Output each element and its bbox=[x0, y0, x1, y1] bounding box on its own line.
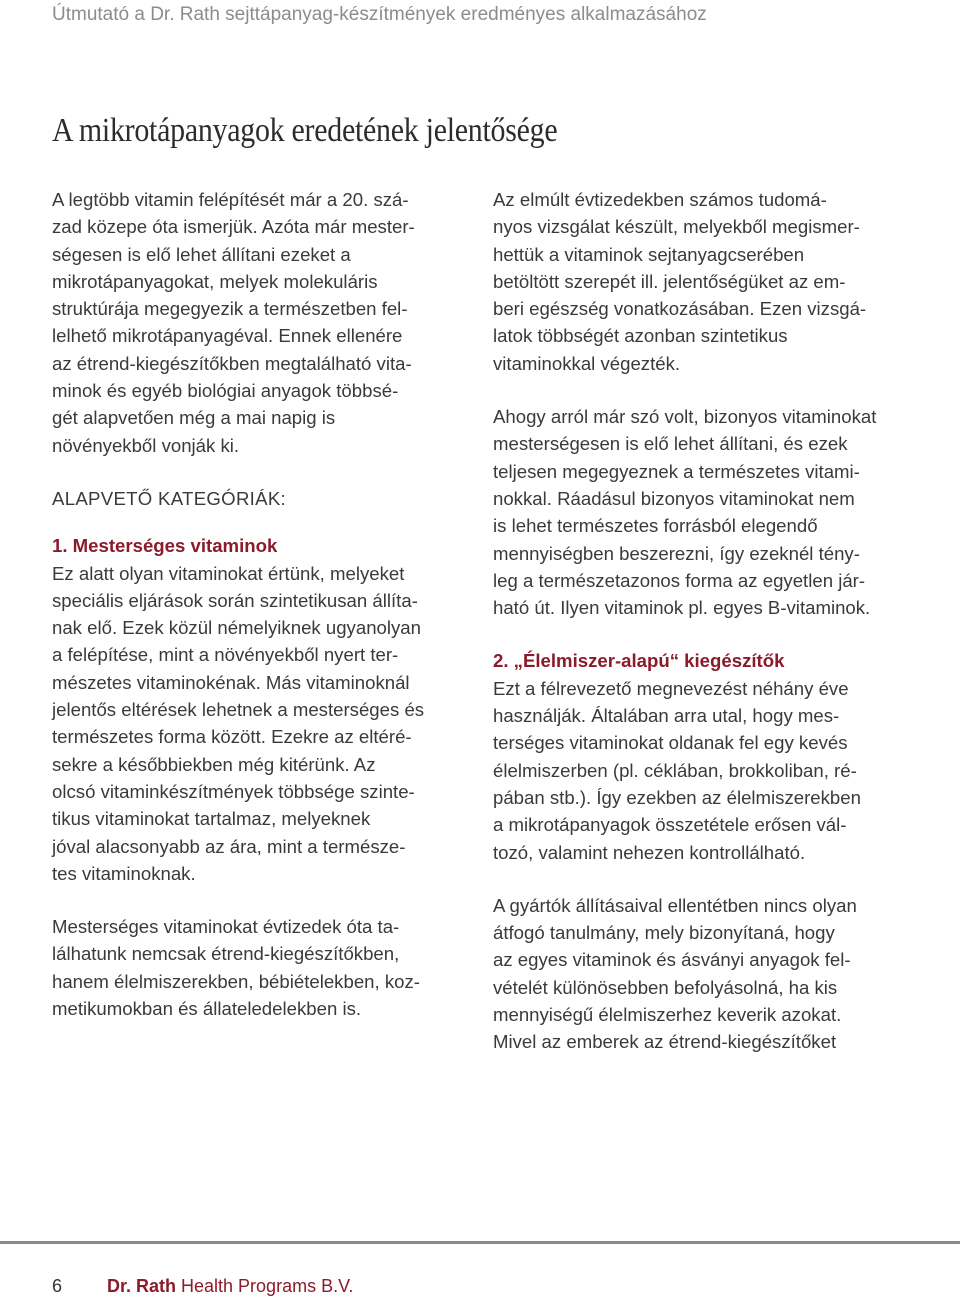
text-line: hettük a vitaminok sejtanyagcserében bbox=[493, 243, 805, 265]
section2-paragraph bbox=[493, 675, 913, 866]
text-line: speciális eljárások során szintetikusan állíta- bbox=[52, 589, 418, 611]
text-line: használják. Általában arra utal, hogy mes- bbox=[493, 705, 840, 727]
page-title: A mikrotápanyagok eredetének jelentősége bbox=[52, 112, 558, 149]
text-line: tozó, valamint nehezen kontrollálható. bbox=[493, 841, 806, 863]
right-paragraph-1 bbox=[493, 186, 913, 377]
text-line: Mivel az emberek az étrend-kiegészítőket bbox=[493, 1031, 837, 1053]
text-line: növényekből vonják ki. bbox=[52, 434, 240, 456]
text-line: a felépítése, mint a növényekből nyert ter- bbox=[52, 644, 399, 666]
text-line: beri egészség vonatkozásában. Ezen vizsgá- bbox=[493, 298, 867, 320]
text-line: vitaminokkal végezték. bbox=[493, 352, 681, 374]
text-line: természetes forma között. Ezekre az eltéré- bbox=[52, 726, 412, 748]
text-line: mesterségesen is elő lehet állítani, és ezek bbox=[493, 433, 848, 455]
text-line: Ezt a félrevezető megnevezést néhány éve bbox=[493, 677, 849, 699]
footer-divider bbox=[0, 1241, 960, 1244]
text-line: struktúrája megegyezik a természetben fel- bbox=[52, 298, 408, 320]
text-line: mennyiségű élelmiszerhez keverik azokat. bbox=[493, 1004, 842, 1026]
text-line: mészetes vitaminokénak. Más vitaminoknál bbox=[52, 671, 410, 693]
spacer bbox=[493, 377, 913, 403]
left-paragraph-2 bbox=[52, 913, 472, 1022]
text-line: zad közepe óta ismerjük. Azóta már mester- bbox=[52, 216, 415, 238]
right-paragraph-3 bbox=[493, 892, 913, 1056]
text-line: jelentős eltérések lehetnek a mesterséges és bbox=[52, 699, 425, 721]
text-line: metikumokban és állateledelekben is. bbox=[52, 998, 362, 1020]
text-line: tes vitaminoknak. bbox=[52, 862, 196, 884]
text-line: vételét különösebben befolyásolná, ha kis bbox=[493, 976, 838, 998]
page-number: 6 bbox=[52, 1276, 63, 1296]
text-line: nokkal. Ráadásul bizonyos vitaminokat nem bbox=[493, 487, 855, 509]
text-line: gét alapvetően még a mai napig is bbox=[52, 407, 336, 429]
brand-suffix: Health Programs B.V. bbox=[176, 1276, 354, 1296]
section-heading-artificial-vitamins: 1. Mesterséges vitaminok bbox=[52, 535, 278, 557]
section-heading-food-based-supplements: 2. „Élelmiszer-alapú“ kiegészítők bbox=[493, 650, 785, 672]
text-line: teljesen megegyeznek a természetes vitami- bbox=[493, 460, 860, 482]
left-column bbox=[52, 186, 472, 1022]
text-line: mikrotápanyagokat, melyek molekuláris bbox=[52, 270, 378, 292]
text-line: latok többségét azonban szintetikus bbox=[493, 325, 788, 347]
text-line: Mesterséges vitaminokat évtizedek óta ta- bbox=[52, 916, 400, 938]
text-line: nyos vizsgálat készült, melyekből megismer- bbox=[493, 216, 860, 238]
text-line: pában stb.). Így ezekben az élelmiszerekben bbox=[493, 786, 861, 808]
text-line: A gyártók állításaival ellentétben nincs olyan bbox=[493, 894, 857, 916]
text-line: terséges vitaminokat oldanak fel egy kevés bbox=[493, 732, 848, 754]
text-line: lálhatunk nemcsak étrend-kiegészítőkben, bbox=[52, 943, 400, 965]
text-line: mennyiségben beszerezni, így ezeknél tény- bbox=[493, 542, 860, 564]
intro-paragraph bbox=[52, 186, 472, 459]
text-line: a mikrotápanyagok összetétele erősen vál- bbox=[493, 814, 847, 836]
right-paragraph-2 bbox=[493, 403, 913, 621]
text-line: az étrend-kiegészítőkben megtalálható vita- bbox=[52, 352, 412, 374]
text-line: élelmiszerben (pl. céklában, brokkoliban, ré- bbox=[493, 759, 857, 781]
brand-name: Dr. Rath bbox=[107, 1276, 177, 1296]
text-line: hanem élelmiszerekben, bébiételekben, koz- bbox=[52, 970, 420, 992]
text-line: Ez alatt olyan vitaminokat értünk, melyeket bbox=[52, 562, 405, 584]
text-line: az egyes vitaminok és ásványi anyagok fel- bbox=[493, 949, 851, 971]
text-line: sekre a későbbiekben még kitérünk. Az bbox=[52, 753, 376, 775]
spacer bbox=[493, 866, 913, 892]
page-footer bbox=[52, 1276, 353, 1297]
text-line: leg a természetazonos forma az egyetlen jár- bbox=[493, 569, 866, 591]
text-line: jóval alacsonyabb az ára, mint a természe- bbox=[52, 835, 406, 857]
text-line: átfogó tanulmány, mely bizonyítaná, hogy bbox=[493, 922, 835, 944]
spacer bbox=[52, 459, 472, 485]
text-line: is lehet természetes forrásból elegendő bbox=[493, 515, 818, 537]
text-line: minok és egyéb biológiai anyagok többsé- bbox=[52, 380, 399, 402]
text-line: Ahogy arról már szó volt, bizonyos vitaminokat bbox=[493, 406, 877, 428]
right-column bbox=[493, 186, 913, 1056]
text-line: ható út. Ilyen vitaminok pl. egyes B-vitaminok. bbox=[493, 597, 871, 619]
running-header: Útmutató a Dr. Rath sejttápanyag-készítmények eredményes alkalmazásához bbox=[52, 4, 707, 25]
text-line: nak elő. Ezek közül némelyiknek ugyanolyan bbox=[52, 617, 421, 639]
text-line: lelhető mikrotápanyagéval. Ennek ellenére bbox=[52, 325, 403, 347]
categories-label: ALAPVETŐ KATEGÓRIÁK: bbox=[52, 487, 287, 509]
section1-paragraph bbox=[52, 560, 472, 888]
spacer bbox=[52, 887, 472, 913]
spacer bbox=[52, 512, 472, 532]
text-line: tikus vitaminokat tartalmaz, melyeknek bbox=[52, 808, 371, 830]
text-line: betöltött szerepét ill. jelentőségüket az em- bbox=[493, 270, 846, 292]
text-line: Az elmúlt évtizedekben számos tudomá- bbox=[493, 189, 827, 210]
text-line: olcsó vitaminkészítmények többsége szinte- bbox=[52, 780, 415, 802]
spacer bbox=[493, 621, 913, 647]
text-line: A legtöbb vitamin felépítését már a 20. szá- bbox=[52, 189, 409, 210]
text-line: ségesen is elő lehet állítani ezeket a bbox=[52, 243, 351, 265]
